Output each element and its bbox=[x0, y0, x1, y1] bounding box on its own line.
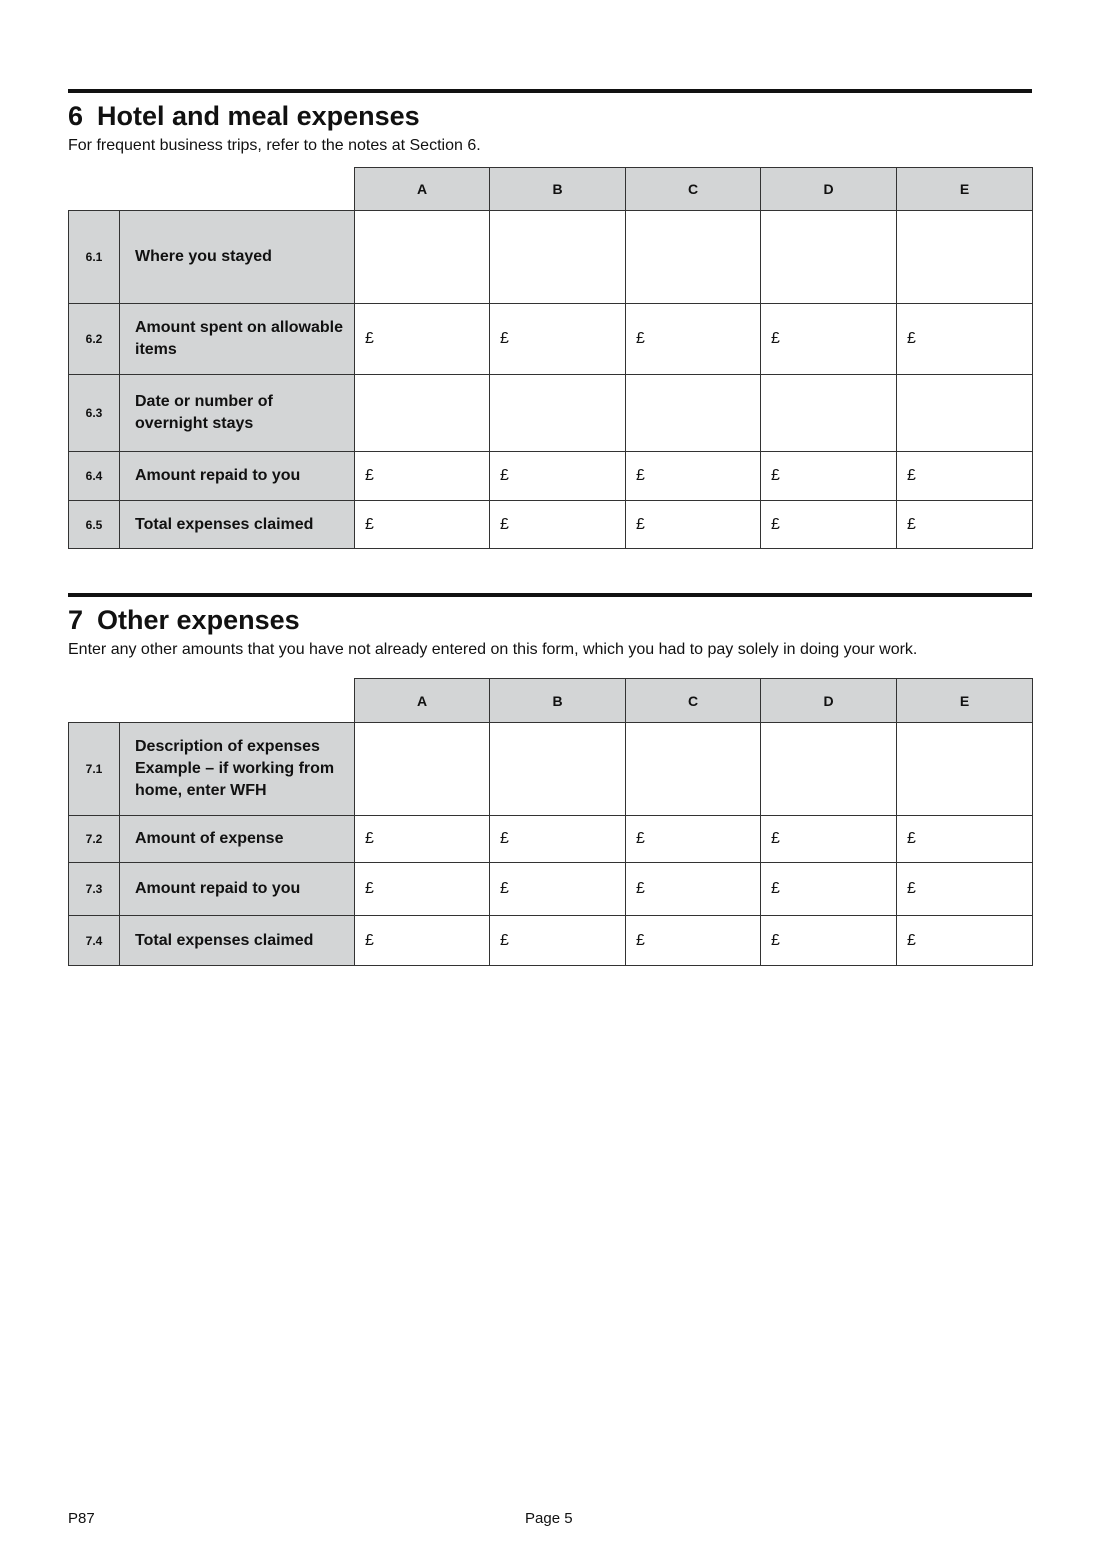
input-cell-b[interactable] bbox=[490, 916, 626, 966]
column-header: B bbox=[490, 168, 626, 211]
input-cell-d[interactable] bbox=[761, 304, 897, 375]
input-cell-a[interactable] bbox=[355, 723, 490, 816]
currency-symbol: £ bbox=[907, 330, 916, 347]
input-cell-e[interactable] bbox=[897, 452, 1033, 501]
row-label: Total expenses claimed bbox=[120, 501, 355, 549]
input-cell-d[interactable] bbox=[761, 816, 897, 863]
currency-symbol: £ bbox=[636, 467, 645, 484]
currency-symbol: £ bbox=[771, 880, 780, 897]
input-cell-b[interactable] bbox=[490, 863, 626, 916]
row-number: 6.4 bbox=[69, 452, 120, 501]
row-number: 6.1 bbox=[69, 211, 120, 304]
currency-symbol: £ bbox=[771, 515, 780, 533]
table-row bbox=[69, 501, 1033, 549]
currency-symbol: £ bbox=[365, 830, 374, 847]
column-header: E bbox=[897, 679, 1033, 723]
row-label: Amount spent on allowable items bbox=[120, 304, 355, 375]
currency-symbol: £ bbox=[365, 931, 374, 949]
input-cell-a[interactable] bbox=[355, 863, 490, 916]
column-header: D bbox=[761, 168, 897, 211]
table-row bbox=[69, 375, 1033, 452]
table-row bbox=[69, 816, 1033, 863]
input-cell-e[interactable] bbox=[897, 501, 1033, 549]
section-title: 7 Other expenses bbox=[68, 605, 300, 635]
currency-symbol: £ bbox=[500, 880, 509, 897]
column-header: D bbox=[761, 679, 897, 723]
input-cell-e[interactable] bbox=[897, 304, 1033, 375]
currency-symbol: £ bbox=[771, 467, 780, 484]
row-number: 7.4 bbox=[69, 916, 120, 966]
input-cell-e[interactable] bbox=[897, 916, 1033, 966]
row-number: 7.2 bbox=[69, 816, 120, 863]
section-7 bbox=[68, 593, 1032, 661]
currency-symbol: £ bbox=[365, 330, 374, 347]
currency-symbol: £ bbox=[636, 515, 645, 533]
input-cell-b[interactable] bbox=[490, 375, 626, 452]
input-cell-b[interactable] bbox=[490, 452, 626, 501]
column-header: A bbox=[355, 679, 490, 723]
input-cell-e[interactable] bbox=[897, 863, 1033, 916]
header-spacer bbox=[69, 168, 355, 211]
column-header: C bbox=[626, 679, 761, 723]
input-cell-d[interactable] bbox=[761, 211, 897, 304]
currency-symbol: £ bbox=[907, 880, 916, 897]
input-cell-c[interactable] bbox=[626, 723, 761, 816]
table-row bbox=[69, 304, 1033, 375]
currency-symbol: £ bbox=[365, 467, 374, 484]
input-cell-e[interactable] bbox=[897, 375, 1033, 452]
currency-symbol: £ bbox=[636, 880, 645, 897]
input-cell-b[interactable] bbox=[490, 211, 626, 304]
currency-symbol: £ bbox=[907, 515, 916, 533]
input-cell-d[interactable] bbox=[761, 863, 897, 916]
input-cell-a[interactable] bbox=[355, 375, 490, 452]
other-expenses-table bbox=[68, 678, 1033, 966]
input-cell-c[interactable] bbox=[626, 816, 761, 863]
currency-symbol: £ bbox=[907, 467, 916, 484]
table-row bbox=[69, 452, 1033, 501]
column-header: C bbox=[626, 168, 761, 211]
currency-symbol: £ bbox=[636, 330, 645, 347]
currency-symbol: £ bbox=[365, 880, 374, 897]
currency-symbol: £ bbox=[500, 515, 509, 533]
input-cell-e[interactable] bbox=[897, 211, 1033, 304]
input-cell-a[interactable] bbox=[355, 916, 490, 966]
currency-symbol: £ bbox=[636, 931, 645, 949]
section-divider bbox=[68, 593, 1032, 597]
column-header: B bbox=[490, 679, 626, 723]
input-cell-d[interactable] bbox=[761, 916, 897, 966]
input-cell-e[interactable] bbox=[897, 723, 1033, 816]
row-number: 6.2 bbox=[69, 304, 120, 375]
row-label: Date or number of overnight stays bbox=[120, 375, 355, 452]
input-cell-c[interactable] bbox=[626, 452, 761, 501]
currency-symbol: £ bbox=[636, 830, 645, 847]
currency-symbol: £ bbox=[907, 931, 916, 949]
table-row bbox=[69, 916, 1033, 966]
input-cell-c[interactable] bbox=[626, 863, 761, 916]
section-title: 6 Hotel and meal expenses bbox=[68, 101, 420, 131]
input-cell-c[interactable] bbox=[626, 501, 761, 549]
header-spacer bbox=[69, 679, 355, 723]
input-cell-c[interactable] bbox=[626, 211, 761, 304]
currency-symbol: £ bbox=[500, 830, 509, 847]
input-cell-d[interactable] bbox=[761, 375, 897, 452]
currency-symbol: £ bbox=[907, 830, 916, 847]
column-header: A bbox=[355, 168, 490, 211]
table-row bbox=[69, 723, 1033, 816]
input-cell-a[interactable] bbox=[355, 304, 490, 375]
form-code: P87 bbox=[68, 1510, 95, 1527]
currency-symbol: £ bbox=[365, 515, 374, 533]
input-cell-b[interactable] bbox=[490, 501, 626, 549]
currency-symbol: £ bbox=[500, 467, 509, 484]
input-cell-b[interactable] bbox=[490, 816, 626, 863]
row-label: Total expenses claimed bbox=[120, 916, 355, 966]
row-number: 6.3 bbox=[69, 375, 120, 452]
section-intro: For frequent business trips, refer to the notes at Section 6. bbox=[68, 137, 481, 154]
page-number: Page 5 bbox=[525, 1510, 573, 1527]
input-cell-d[interactable] bbox=[761, 723, 897, 816]
row-label: Amount of expense bbox=[120, 816, 355, 863]
hotel-expenses-table bbox=[68, 167, 1033, 549]
input-cell-b[interactable] bbox=[490, 723, 626, 816]
input-cell-d[interactable] bbox=[761, 501, 897, 549]
currency-symbol: £ bbox=[771, 830, 780, 847]
row-number: 7.1 bbox=[69, 723, 120, 816]
input-cell-a[interactable] bbox=[355, 816, 490, 863]
input-cell-d[interactable] bbox=[761, 452, 897, 501]
currency-symbol: £ bbox=[771, 330, 780, 347]
input-cell-b[interactable] bbox=[490, 304, 626, 375]
input-cell-c[interactable] bbox=[626, 304, 761, 375]
input-cell-c[interactable] bbox=[626, 916, 761, 966]
row-number: 6.5 bbox=[69, 501, 120, 549]
section-6 bbox=[68, 89, 1032, 157]
section-intro: Enter any other amounts that you have not already entered on this form, which you had to pay solely in doing your work. bbox=[68, 641, 918, 658]
currency-symbol: £ bbox=[500, 330, 509, 347]
row-label: Amount repaid to you bbox=[120, 863, 355, 916]
row-number: 7.3 bbox=[69, 863, 120, 916]
input-cell-a[interactable] bbox=[355, 452, 490, 501]
row-label: Where you stayed bbox=[120, 211, 355, 304]
currency-symbol: £ bbox=[771, 931, 780, 949]
row-label: Amount repaid to you bbox=[120, 452, 355, 501]
section-divider bbox=[68, 89, 1032, 93]
input-cell-a[interactable] bbox=[355, 211, 490, 304]
input-cell-c[interactable] bbox=[626, 375, 761, 452]
table-row bbox=[69, 863, 1033, 916]
table-row bbox=[69, 211, 1033, 304]
row-label: Description of expenses Example – if working from home, enter WFH bbox=[120, 723, 355, 816]
column-header: E bbox=[897, 168, 1033, 211]
input-cell-e[interactable] bbox=[897, 816, 1033, 863]
currency-symbol: £ bbox=[500, 931, 509, 949]
input-cell-a[interactable] bbox=[355, 501, 490, 549]
